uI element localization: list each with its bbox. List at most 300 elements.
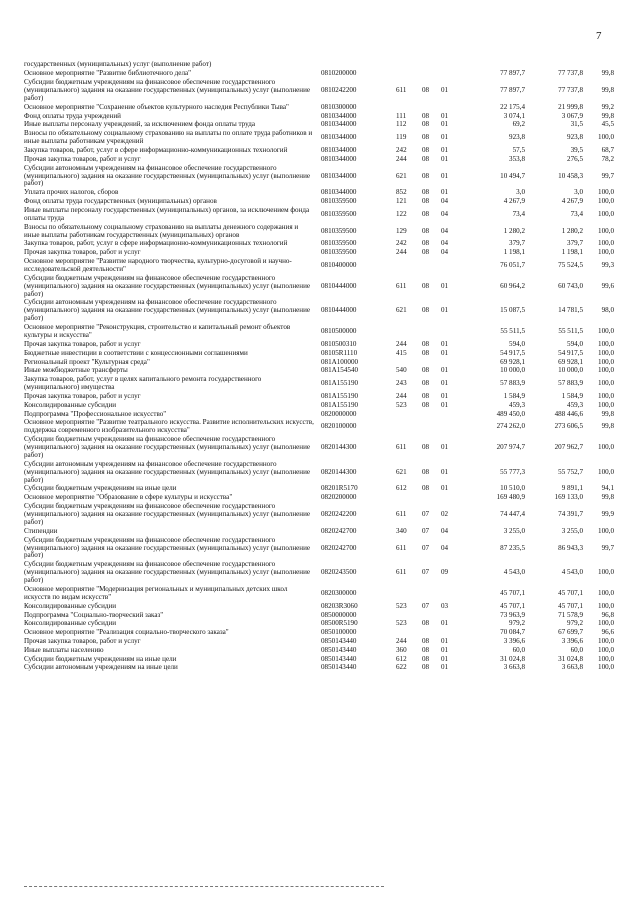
target-article-code: 0850100000: [321, 628, 357, 637]
planned-amount: 459,3: [509, 400, 525, 409]
execution-percent: 100,0: [598, 379, 614, 388]
subsection-code: 01: [441, 484, 449, 493]
subsection-code: 01: [441, 391, 449, 400]
subsection-code: 01: [441, 339, 449, 348]
section-code: [422, 586, 441, 603]
execution-percent: 99,8: [601, 111, 614, 120]
target-article-code: 0810359500: [321, 239, 357, 248]
execution-percent: 99,8: [601, 422, 614, 431]
subsection-code: 03: [441, 601, 449, 610]
target-article-code: 081A155190: [321, 379, 359, 388]
section-code: 07: [422, 526, 430, 535]
target-article-code: 0850143440: [321, 663, 357, 672]
line-item-name: Субсидии бюджетным учреждениям на финансовое обеспечение государственного (муниципального) задания на оказание государственных (муниципальных) услуг (выполнение работ): [24, 535, 311, 560]
expense-type-code: [396, 494, 422, 503]
expense-type-code: 523: [396, 601, 407, 610]
budget-table: [24, 61, 614, 673]
execution-percent: 100,0: [598, 239, 614, 248]
target-article-code: 0810444000: [321, 281, 357, 290]
planned-amount: 22 175,4: [500, 102, 525, 111]
subsection-code: 04: [441, 197, 449, 206]
target-article-code: 0810344000: [321, 154, 357, 163]
table-row: [24, 536, 614, 561]
expense-type-code: 119: [396, 133, 407, 142]
executed-amount: 73,4: [570, 209, 583, 218]
table-row: [24, 401, 614, 410]
table-row: [24, 436, 614, 461]
table-row: [24, 340, 614, 349]
planned-amount: 169 480,9: [496, 493, 525, 502]
line-item-name: Основное мероприятие "Реконструкция, строительство и капитальный ремонт объектов культуры и искусства": [24, 323, 291, 340]
expense-type-code: 621: [396, 467, 407, 476]
planned-amount: 489 450,0: [496, 409, 525, 418]
subsection-code: 01: [441, 366, 449, 375]
executed-amount: 75 524,5: [558, 260, 583, 269]
subsection-code: 01: [441, 171, 449, 180]
section-code: 08: [422, 306, 430, 315]
execution-percent: 99,6: [601, 281, 614, 290]
executed-amount: 273 606,5: [554, 422, 583, 431]
line-item-name: Субсидии бюджетным учреждениям на финансовое обеспечение государственного (муниципального) задания на оказание государственных (муниципальных) услуг (выполнение работ): [24, 502, 311, 526]
execution-percent: 99,8: [601, 409, 614, 418]
section-code: 07: [422, 543, 430, 552]
planned-amount: 15 087,5: [500, 306, 525, 315]
subsection-code: 01: [441, 400, 449, 409]
subsection-code: 04: [441, 248, 449, 257]
planned-amount: 77 897,7: [500, 69, 525, 78]
executed-amount: 1 198,1: [561, 248, 583, 257]
section-code: 07: [422, 568, 430, 577]
subsection-code: 01: [441, 619, 449, 628]
section-code: 08: [422, 400, 430, 409]
line-item-name: Субсидии автономным учреждениям на иные цели: [24, 663, 178, 672]
execution-percent: 100,0: [598, 366, 614, 375]
planned-amount: 10 510,0: [500, 484, 525, 493]
subsection-code: [441, 419, 467, 436]
subsection-code: 01: [441, 188, 449, 197]
table-row: [24, 103, 614, 112]
subsection-code: 01: [441, 379, 449, 388]
subsection-code: 01: [441, 281, 449, 290]
expense-type-code: 621: [396, 306, 407, 315]
line-item-name: Субсидии бюджетным учреждениям на иные цели: [24, 654, 177, 663]
section-code: 08: [422, 654, 430, 663]
executed-amount: 10 458,3: [558, 171, 583, 180]
planned-amount: 87 235,5: [500, 543, 525, 552]
subsection-code: 02: [441, 510, 449, 518]
executed-amount: 14 781,5: [558, 306, 583, 315]
target-article-code: 0810344000: [321, 145, 357, 154]
expense-type-code: 611: [396, 281, 407, 290]
expense-type-code: 244: [396, 391, 407, 400]
target-article-code: 0820100000: [321, 422, 357, 431]
section-code: 08: [422, 663, 430, 672]
planned-amount: 55 777,3: [500, 467, 525, 476]
section-code: 08: [422, 226, 430, 235]
expense-type-code: 611: [396, 443, 407, 451]
section-code: 08: [422, 619, 430, 628]
expense-type-code: 540: [396, 366, 407, 375]
line-item-name: Взносы по обязательному социальному страхованию на выплаты денежного содержания и иные выплаты работникам государственных (муниципальных) органов: [24, 222, 299, 239]
execution-percent: 100,0: [598, 601, 614, 610]
line-item-name: Иные выплаты персоналу государственных (муниципальных) органов, за исключением фонда оплаты труда: [24, 205, 310, 222]
subsection-code: 01: [441, 306, 449, 315]
line-item-name: Иные межбюджетные трансферты: [24, 366, 128, 375]
planned-amount: 69,2: [512, 120, 525, 129]
subsection-code: 04: [441, 226, 449, 235]
planned-amount: 55 511,5: [500, 327, 525, 336]
section-code: 08: [422, 281, 430, 290]
planned-amount: 45 707,1: [500, 588, 525, 597]
subsection-code: [441, 258, 467, 275]
expense-type-code: 244: [396, 636, 407, 645]
line-item-name: Субсидии автономным учреждениям на финансовое обеспечение государственного (муниципального) задания на оказание государственных (муниципальных) услуг (выполнение работ): [24, 163, 311, 188]
line-item-name: Стипендии: [24, 526, 58, 535]
line-item-name: Основное мероприятие "Сохранение объектов культурного наследия Республики Тыва": [24, 102, 289, 111]
expense-type-code: 621: [396, 171, 407, 180]
planned-amount: 1 584,9: [503, 391, 525, 400]
executed-amount: 379,7: [567, 239, 583, 248]
line-item-name: Субсидии бюджетным учреждениям на иные цели: [24, 484, 177, 493]
execution-percent: 98,0: [601, 306, 614, 315]
expense-type-code: [396, 586, 422, 603]
expense-type-code: 112: [396, 120, 407, 129]
executed-amount: 3 663,8: [561, 663, 583, 672]
executed-amount: 3 255,0: [561, 526, 583, 535]
target-article-code: 081A155190: [321, 400, 359, 409]
execution-percent: 100,0: [598, 339, 614, 348]
line-item-name: Фонд оплаты труда учреждений: [24, 111, 121, 120]
execution-percent: 100,0: [598, 654, 614, 663]
subsection-code: 01: [441, 636, 449, 645]
execution-percent: 100,0: [598, 636, 614, 645]
line-item-name: Субсидии автономным учреждениям на финансовое обеспечение государственного (муниципального) задания на оказание государственных (муниципальных) услуг (выполнение работ): [24, 298, 311, 323]
expense-type-code: [396, 70, 422, 79]
execution-percent: 100,0: [598, 327, 614, 336]
executed-amount: 54 917,5: [558, 348, 583, 357]
expense-type-code: 523: [396, 400, 407, 409]
executed-amount: 10 000,0: [558, 366, 583, 375]
table-row: [24, 147, 614, 156]
section-code: 08: [422, 239, 430, 248]
target-article-code: 0810500310: [321, 339, 357, 348]
line-item-name: Консолидированные субсидии: [24, 619, 117, 628]
line-item-name: государственных (муниципальных) услуг (выполнение работ): [24, 60, 212, 69]
execution-percent: 100,0: [598, 188, 614, 197]
line-item-name: Иные выплаты населению: [24, 645, 104, 654]
expense-type-code: 611: [396, 543, 407, 552]
planned-amount: 10 000,0: [500, 366, 525, 375]
target-article-code: 0810344000: [321, 111, 357, 120]
executed-amount: 57 883,9: [558, 379, 583, 388]
target-article-code: 0820242700: [321, 526, 357, 535]
planned-amount: 54 917,5: [500, 348, 525, 357]
expense-type-code: 121: [396, 197, 407, 206]
line-item-name: Подпрограмма "Профессиональное искусство": [24, 409, 167, 418]
section-code: 08: [422, 248, 430, 257]
execution-percent: 100,0: [598, 226, 614, 235]
target-article-code: 0810344000: [321, 171, 357, 180]
table-row: [24, 155, 614, 164]
target-article-code: 081A154540: [321, 366, 359, 375]
table-row: [24, 503, 614, 528]
section-code: 08: [422, 133, 430, 142]
executed-amount: 31 024,8: [558, 654, 583, 663]
target-article-code: 0810344000: [321, 133, 357, 142]
planned-amount: 1 280,2: [503, 226, 525, 235]
planned-amount: 1 198,1: [503, 248, 525, 257]
line-item-name: Субсидии бюджетным учреждениям на финансовое обеспечение государственного (муниципального) задания на оказание государственных (муниципальных) услуг (выполнение работ): [24, 273, 311, 298]
line-item-name: Закупка товаров, работ, услуг в сфере информационно-коммуникационных технологий: [24, 239, 288, 248]
executed-amount: 67 699,7: [558, 628, 583, 637]
execution-percent: 99,7: [601, 171, 614, 180]
table-row: [24, 223, 614, 240]
executed-amount: 594,0: [567, 339, 583, 348]
planned-amount: 74 447,4: [500, 510, 525, 518]
planned-amount: 3,0: [516, 188, 525, 197]
table-row: [24, 324, 614, 341]
line-item-name: Основное мероприятие "Развитие народного творчества, культурно-досуговой и научно-исследовательской деятельности": [24, 257, 292, 273]
target-article-code: 0810359500: [321, 226, 357, 235]
expense-type-code: [396, 258, 422, 275]
line-item-name: Основное мероприятие "Развитие библиотечного дела": [24, 69, 192, 78]
subsection-code: 04: [441, 239, 449, 248]
execution-percent: 78,2: [601, 154, 614, 163]
table-row: [24, 376, 614, 393]
subsection-code: 01: [441, 663, 449, 672]
planned-amount: 31 024,8: [500, 654, 525, 663]
expense-type-code: 129: [396, 226, 407, 235]
line-item-name: Взносы по обязательному социальному страхованию на выплаты по оплате труда работников и иные выплаты работникам учреждений: [24, 129, 313, 146]
subsection-code: [441, 410, 467, 419]
target-article-code: 08500R5190: [321, 619, 358, 628]
subsection-code: 01: [441, 145, 449, 154]
subsection-code: 01: [441, 348, 449, 357]
subsection-code: [441, 103, 467, 112]
section-code: 08: [422, 188, 430, 197]
subsection-code: 01: [441, 154, 449, 163]
line-item-name: Бюджетные инвестиции в соответствии с концессионными соглашениями: [24, 348, 248, 357]
target-article-code: 0850000000: [321, 610, 357, 619]
section-code: 08: [422, 111, 430, 120]
subsection-code: [441, 494, 467, 503]
section-code: 08: [422, 154, 430, 163]
expense-type-code: [396, 410, 422, 419]
subsection-code: [441, 586, 467, 603]
target-article-code: 0810359500: [321, 209, 357, 218]
planned-amount: 4 267,9: [503, 197, 525, 206]
line-item-name: Прочая закупка товаров, работ и услуг: [24, 339, 141, 348]
executed-amount: 207 962,7: [554, 443, 583, 451]
section-code: [422, 61, 441, 70]
executed-amount: 77 737,8: [558, 69, 583, 78]
table-row: [24, 349, 614, 358]
executed-amount: 21 999,8: [558, 102, 583, 111]
executed-amount: 45 707,1: [558, 601, 583, 610]
target-article-code: 0810344000: [321, 120, 357, 129]
execution-percent: 100,0: [598, 619, 614, 628]
target-article-code: 081A155190: [321, 391, 359, 400]
target-article-code: 0850143440: [321, 654, 357, 663]
section-code: 08: [422, 348, 430, 357]
executed-amount: 74 391,7: [558, 510, 583, 518]
target-article-code: 0810400000: [321, 260, 357, 269]
execution-percent: 100,0: [598, 443, 614, 451]
line-item-name: Основное мероприятие "Реализация социально-творческого заказа": [24, 628, 229, 637]
planned-amount: 70 084,7: [500, 628, 525, 637]
expense-type-code: 622: [396, 663, 407, 672]
planned-amount: 3 663,8: [503, 663, 525, 672]
planned-amount: 594,0: [509, 339, 525, 348]
planned-amount: 923,8: [509, 133, 525, 142]
planned-amount: 73 963,9: [500, 610, 525, 619]
section-code: 08: [422, 636, 430, 645]
section-code: [422, 419, 441, 436]
expense-type-code: [396, 419, 422, 436]
subsection-code: 01: [441, 133, 449, 142]
expense-type-code: 244: [396, 154, 407, 163]
planned-amount: 353,8: [509, 154, 525, 163]
line-item-name: Основное мероприятие "Модернизация региональных и муниципальных детских школ искусств по видам искусств": [24, 584, 288, 601]
section-code: 08: [422, 366, 430, 375]
target-article-code: 0810359500: [321, 248, 357, 257]
table-row: [24, 258, 614, 275]
executed-amount: 31,5: [570, 120, 583, 129]
executed-amount: 4 267,9: [561, 197, 583, 206]
section-code: 08: [422, 467, 430, 476]
execution-percent: 100,0: [598, 400, 614, 409]
target-article-code: 0820242700: [321, 543, 357, 552]
expense-type-code: 243: [396, 379, 407, 388]
planned-amount: 60 964,2: [500, 281, 525, 290]
table-row: [24, 586, 614, 603]
expense-type-code: 852: [396, 188, 407, 197]
execution-percent: 100,0: [598, 391, 614, 400]
section-code: [422, 494, 441, 503]
execution-percent: 99,9: [601, 510, 614, 518]
target-article-code: 0820000000: [321, 409, 357, 418]
subsection-code: [441, 61, 467, 70]
table-row: [24, 561, 614, 586]
expense-type-code: 611: [396, 510, 407, 518]
table-row: [24, 274, 614, 299]
execution-percent: 100,0: [598, 467, 614, 476]
executed-amount: 979,2: [567, 619, 583, 628]
target-article-code: 0820242200: [321, 510, 357, 518]
execution-percent: 100,0: [598, 645, 614, 654]
planned-amount: 4 543,0: [503, 568, 525, 577]
section-code: 08: [422, 171, 430, 180]
target-article-code: 0810344000: [321, 188, 357, 197]
planned-amount: 77 897,7: [500, 86, 525, 94]
line-item-name: Консолидированные субсидии: [24, 601, 117, 610]
execution-percent: 100,0: [598, 248, 614, 257]
planned-amount: 3 396,6: [503, 636, 525, 645]
subsection-code: 04: [441, 526, 449, 535]
target-article-code: 0810359500: [321, 197, 357, 206]
expense-type-code: 611: [396, 86, 407, 94]
line-item-name: Закупка товаров, работ, услуг в сфере информационно-коммуникационных технологий: [24, 145, 288, 154]
section-code: 08: [422, 379, 430, 388]
execution-percent: 99,8: [601, 86, 614, 94]
table-row: [24, 206, 614, 223]
subsection-code: 01: [441, 443, 449, 451]
expense-type-code: 242: [396, 239, 407, 248]
subsection-code: 01: [441, 467, 449, 476]
executed-amount: 45 707,1: [558, 588, 583, 597]
target-article-code: 0810300000: [321, 102, 357, 111]
section-code: 08: [422, 120, 430, 129]
execution-percent: 94,1: [601, 484, 614, 493]
expense-type-code: 523: [396, 619, 407, 628]
table-row: [24, 646, 614, 655]
executed-amount: 1 280,2: [561, 226, 583, 235]
expense-type-code: 415: [396, 348, 407, 357]
section-code: 08: [422, 645, 430, 654]
page-number: 7: [596, 30, 602, 42]
executed-amount: 1 584,9: [561, 391, 583, 400]
executed-amount: 923,8: [567, 133, 583, 142]
planned-amount: 979,2: [509, 619, 525, 628]
execution-percent: 99,3: [601, 260, 614, 269]
subsection-code: 09: [441, 568, 449, 577]
executed-amount: 9 891,1: [561, 484, 583, 493]
section-code: 08: [422, 86, 430, 94]
planned-amount: 3 074,1: [503, 111, 525, 120]
target-article-code: 0810500000: [321, 327, 357, 336]
target-article-code: 0820243500: [321, 568, 357, 577]
line-item-name: Прочая закупка товаров, работ и услуг: [24, 391, 141, 400]
line-item-name: Основное мероприятие "Образование в сфере культуры и искусства": [24, 493, 233, 502]
executed-amount: 71 578,9: [558, 610, 583, 619]
execution-percent: 100,0: [598, 209, 614, 218]
section-code: 08: [422, 197, 430, 206]
execution-percent: 100,0: [598, 588, 614, 597]
table-row: [24, 299, 614, 324]
line-item-name: Подпрограмма "Социально-творческий заказ": [24, 610, 164, 619]
execution-percent: 96,6: [601, 628, 614, 637]
line-item-name: Субсидии автономным учреждениям на финансовое обеспечение государственного (муниципального) задания на оказание государственных (муниципальных) услуг (выполнение работ): [24, 459, 311, 484]
section-code: 08: [422, 484, 430, 493]
execution-percent: 100,0: [598, 357, 614, 366]
execution-percent: 96,8: [601, 610, 614, 619]
subsection-code: [441, 70, 467, 79]
line-item-name: Закупка товаров, работ, услуг в целях капитального ремонта государственного (муниципального) имущества: [24, 375, 262, 392]
target-article-code: 0810242200: [321, 86, 357, 94]
execution-percent: 100,0: [598, 133, 614, 142]
subsection-code: 01: [441, 645, 449, 654]
executed-amount: 488 446,6: [554, 409, 583, 418]
table-row: [24, 79, 614, 104]
subsection-code: 01: [441, 654, 449, 663]
table-row: [24, 130, 614, 147]
section-code: [422, 258, 441, 275]
executed-amount: 60 743,0: [558, 281, 583, 290]
target-article-code: 081A100000: [321, 357, 359, 366]
target-article-code: 08201R5170: [321, 484, 358, 493]
section-code: 07: [422, 601, 430, 610]
target-article-code: 0810200000: [321, 69, 357, 78]
section-code: 08: [422, 391, 430, 400]
subsection-code: 04: [441, 209, 449, 218]
executed-amount: 69 928,1: [558, 357, 583, 366]
subsection-code: [441, 324, 467, 341]
table-row: [24, 392, 614, 401]
execution-percent: 99,7: [601, 543, 614, 552]
target-article-code: 08203R3060: [321, 601, 358, 610]
execution-percent: 68,7: [601, 145, 614, 154]
subsection-code: 04: [441, 543, 449, 552]
